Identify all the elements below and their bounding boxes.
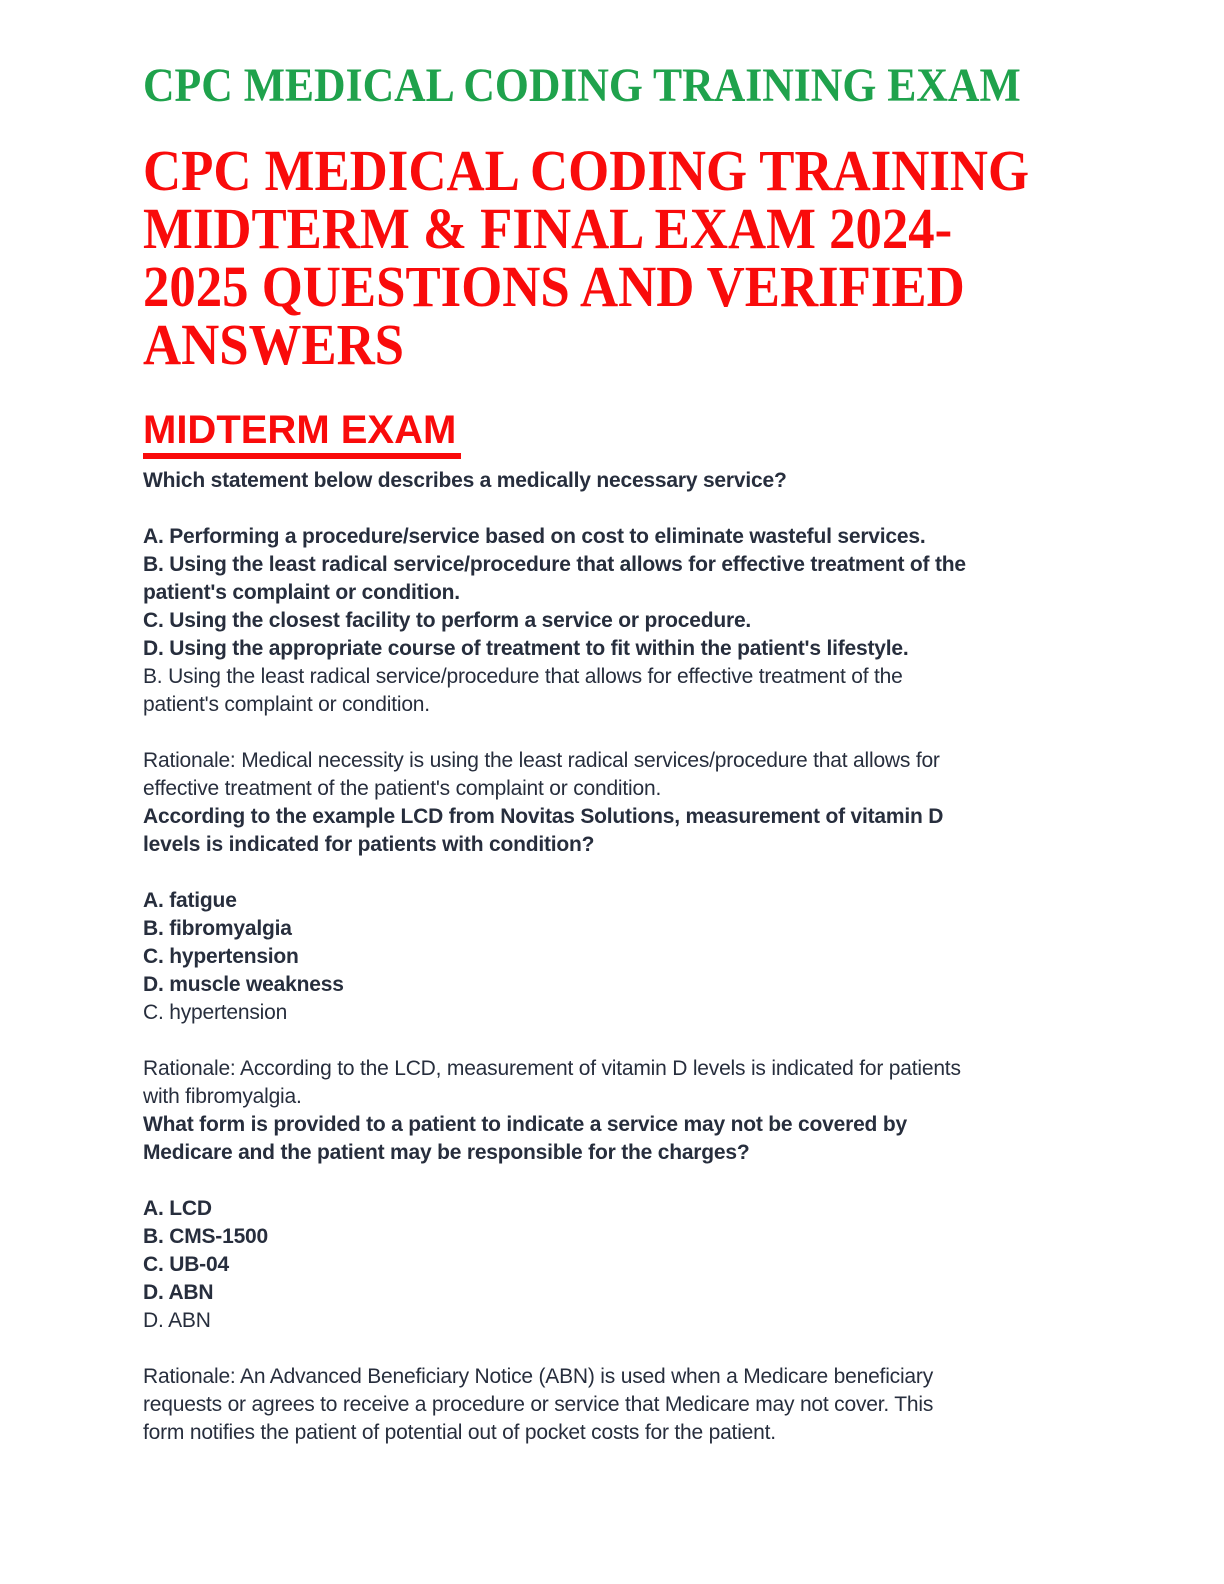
question-block-2: [143, 803, 973, 1111]
spacer: [143, 495, 973, 523]
option-a: A. LCD: [143, 1197, 212, 1220]
option-d: D. muscle weakness: [143, 973, 344, 996]
exam-body: [143, 467, 973, 1447]
page-header-title: CPC MEDICAL CODING TRAINING EXAM: [143, 59, 1021, 112]
spacer: [143, 1167, 973, 1195]
answer-line: B. Using the least radical service/procedure that allows for effective treatment of the patient's complaint or condition.: [143, 665, 903, 716]
answer-line: C. hypertension: [143, 1001, 288, 1024]
rationale-text: Rationale: An Advanced Beneficiary Notice (ABN) is used when a Medicare beneficiary requests or agrees to receive a procedure or service that Medicare may not cover. This form notifies the patient of potential out of pocket costs for the patient.: [143, 1365, 934, 1444]
option-b: B. Using the least radical service/procedure that allows for effective treatment of the patient's complaint or condition.: [143, 553, 966, 604]
option-a: A. Performing a procedure/service based on cost to eliminate wasteful services.: [143, 525, 926, 548]
rationale-text: Rationale: Medical necessity is using the least radical services/procedure that allows for effective treatment of the patient's complaint or condition.: [143, 749, 940, 800]
question-block-1: [143, 467, 973, 803]
question-text: According to the example LCD from Novitas Solutions, measurement of vitamin D levels is indicated for patients with condition?: [143, 805, 944, 856]
section-heading-midterm-exam: MIDTERM EXAM: [143, 410, 461, 459]
spacer: [143, 719, 973, 747]
section-heading-wrap: [143, 410, 1174, 459]
question-text: What form is provided to a patient to indicate a service may not be covered by Medicare and the patient may be responsible for the charges?: [143, 1113, 907, 1164]
option-c: C. Using the closest facility to perform a service or procedure.: [143, 609, 752, 632]
spacer: [143, 859, 973, 887]
option-a: A. fatigue: [143, 889, 237, 912]
spacer: [143, 1335, 973, 1363]
option-d: D. ABN: [143, 1281, 214, 1304]
option-d: D. Using the appropriate course of treatment to fit within the patient's lifestyle.: [143, 637, 909, 660]
question-text: Which statement below describes a medically necessary service?: [143, 469, 787, 492]
spacer: [143, 1027, 973, 1055]
answer-line: D. ABN: [143, 1309, 211, 1332]
option-c: C. hypertension: [143, 945, 299, 968]
option-b: B. fibromyalgia: [143, 917, 292, 940]
option-c: C. UB-04: [143, 1253, 229, 1276]
rationale-text: Rationale: According to the LCD, measurement of vitamin D levels is indicated for patients with fibromyalgia.: [143, 1057, 961, 1108]
question-block-3: [143, 1111, 973, 1447]
option-b: B. CMS-1500: [143, 1225, 269, 1248]
document-title: CPC MEDICAL CODING TRAINING MIDTERM & FINAL EXAM 2024-2025 QUESTIONS AND VERIFIED ANSWERS: [143, 138, 1030, 377]
